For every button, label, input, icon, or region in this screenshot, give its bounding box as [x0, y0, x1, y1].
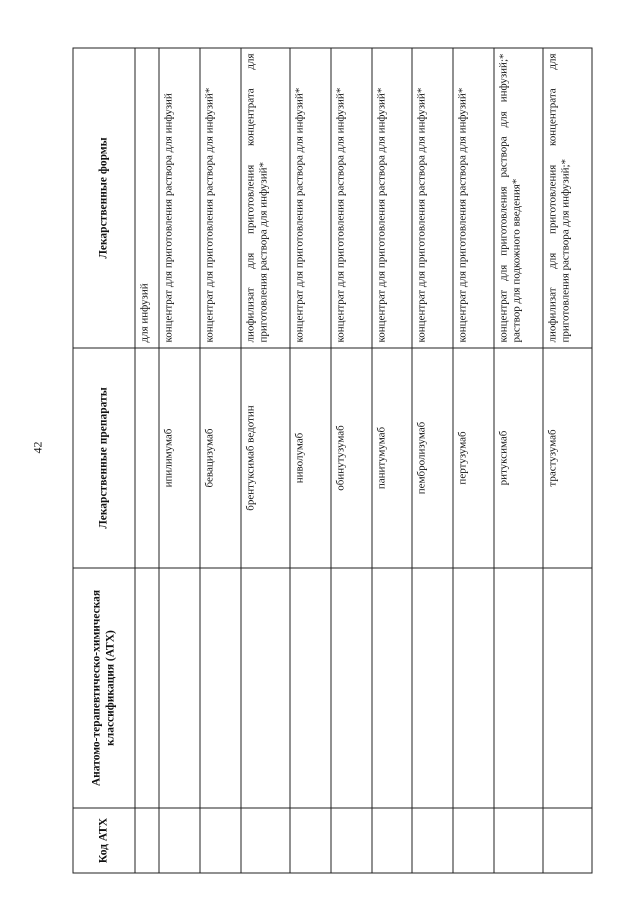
table-header-row: [73, 48, 135, 873]
cell-drug: ритуксимаб: [494, 348, 543, 568]
cell-code: [371, 808, 412, 873]
cell-classification: [330, 568, 371, 808]
header-forms: Лекарственные формы: [73, 48, 135, 348]
cell-code: [159, 808, 200, 873]
cell-drug: панитумумаб: [371, 348, 412, 568]
cell-drug: обинутузумаб: [330, 348, 371, 568]
cell-form: концентрат для приготовления раствора для инфузий*: [412, 48, 453, 348]
cell-drug: пембролизумаб: [412, 348, 453, 568]
cell-drug: пертузумаб: [453, 348, 494, 568]
cell-code: [135, 808, 159, 873]
cell-form: концентрат для приготовления раствора для инфузий*: [371, 48, 412, 348]
cell-code: [200, 808, 241, 873]
document-page: [72, 48, 592, 873]
table-row: [371, 48, 412, 873]
cell-classification: [453, 568, 494, 808]
cell-form: концентрат для приготовления раствора для инфузий: [159, 48, 200, 348]
cell-code: [330, 808, 371, 873]
cell-code: [241, 808, 290, 873]
cell-form: лиофилизат для приготовления концентрата для приготовления раствора для инфузий*: [241, 48, 290, 348]
atx-drug-table: [72, 47, 592, 873]
cell-code: [290, 808, 331, 873]
cell-classification: [135, 568, 159, 808]
table-row: [200, 48, 241, 873]
table-row: [453, 48, 494, 873]
cell-drug: бевацизумаб: [200, 348, 241, 568]
cell-drug: [135, 348, 159, 568]
table-row: [412, 48, 453, 873]
cell-classification: [412, 568, 453, 808]
header-code: Код АТХ: [73, 808, 135, 873]
cell-form: концентрат для приготовления раствора для инфузий*: [290, 48, 331, 348]
rotated-table-container: [72, 48, 592, 873]
cell-classification: [494, 568, 543, 808]
cell-form: лиофилизат для приготовления концентрата для приготовления раствора для инфузий;*: [542, 48, 591, 348]
cell-classification: [200, 568, 241, 808]
cell-form: концентрат для приготовления раствора для инфузий;* раствор для подкожного введения*: [494, 48, 543, 348]
cell-drug: ниволумаб: [290, 348, 331, 568]
cell-classification: [159, 568, 200, 808]
header-drugs: Лекарственные препараты: [73, 348, 135, 568]
table-row: [241, 48, 290, 873]
header-classification: Анатомо-терапевтическо-химическая классификация (АТХ): [73, 568, 135, 808]
cell-classification: [241, 568, 290, 808]
cell-code: [494, 808, 543, 873]
table-row: [159, 48, 200, 873]
cell-classification: [542, 568, 591, 808]
table-row: [494, 48, 543, 873]
cell-form: концентрат для приготовления раствора для инфузий*: [453, 48, 494, 348]
cell-form: для инфузий: [135, 48, 159, 348]
table-row: [330, 48, 371, 873]
page-number: 42: [30, 441, 45, 454]
table-row: [542, 48, 591, 873]
cell-form: концентрат для приготовления раствора для инфузий*: [330, 48, 371, 348]
cell-classification: [371, 568, 412, 808]
cell-code: [412, 808, 453, 873]
cell-drug: трастузумаб: [542, 348, 591, 568]
cell-code: [453, 808, 494, 873]
table-row: [290, 48, 331, 873]
cell-code: [542, 808, 591, 873]
cell-drug: ипилимумаб: [159, 348, 200, 568]
cell-drug: брентуксимаб ведотин: [241, 348, 290, 568]
cell-classification: [290, 568, 331, 808]
table-row: [135, 48, 159, 873]
cell-form: концентрат для приготовления раствора для инфузий*: [200, 48, 241, 348]
